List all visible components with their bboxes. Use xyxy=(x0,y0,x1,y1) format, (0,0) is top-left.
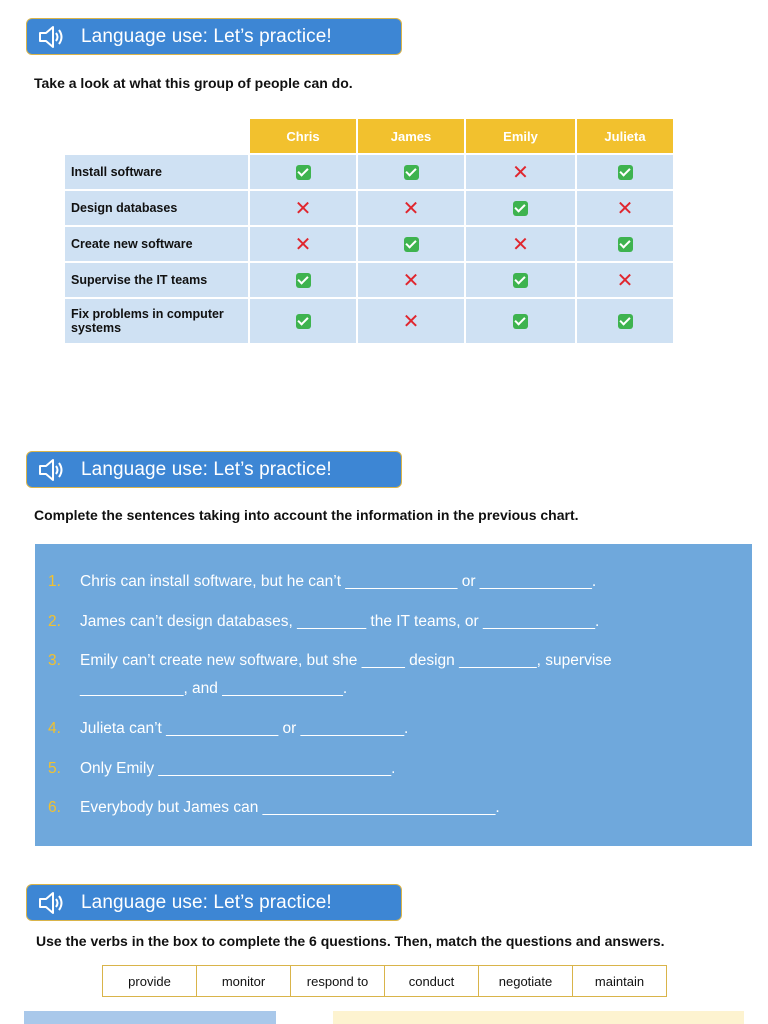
green-check-icon xyxy=(513,314,528,329)
red-x-icon: ✕ xyxy=(512,232,529,256)
table-row xyxy=(65,191,673,225)
ability-cell xyxy=(577,299,673,343)
ability-cell xyxy=(358,299,464,343)
item-text: Only Emily ___________________________. xyxy=(80,760,396,777)
red-x-icon: ✕ xyxy=(402,309,420,333)
green-check-icon xyxy=(404,237,419,252)
red-x-icon: ✕ xyxy=(616,196,634,220)
red-x-icon: ✕ xyxy=(402,196,420,220)
ability-cell xyxy=(466,263,575,297)
task-cell: Fix problems in computer systems xyxy=(65,299,248,343)
green-check-icon xyxy=(296,165,311,180)
column-header: Emily xyxy=(466,119,575,153)
verb-cell: monitor xyxy=(197,966,291,996)
verb-cell: respond to xyxy=(291,966,385,996)
speaker-icon[interactable] xyxy=(37,23,67,51)
speaker-icon[interactable] xyxy=(37,456,67,484)
banner-title: Language use: Let’s practice! xyxy=(81,458,332,480)
verb-cell: conduct xyxy=(385,966,479,996)
table-row xyxy=(65,155,673,189)
table-row xyxy=(65,299,673,343)
abilities-table xyxy=(63,117,675,345)
section-banner xyxy=(26,451,402,488)
column-header: Chris xyxy=(250,119,356,153)
table-row xyxy=(65,263,673,297)
ability-cell xyxy=(577,155,673,189)
green-check-icon xyxy=(296,273,311,288)
task-cell: Install software xyxy=(65,155,248,189)
item-text: Julieta can’t _____________ or ____________. xyxy=(80,720,409,737)
section-banner xyxy=(26,884,402,921)
red-x-icon: ✕ xyxy=(512,160,529,184)
green-check-icon xyxy=(404,165,419,180)
task-cell: Design databases xyxy=(65,191,248,225)
task-cell: Create new software xyxy=(65,227,248,261)
ability-cell xyxy=(577,191,673,225)
item-text: James can’t design databases, ________ the IT teams, or _____________. xyxy=(80,613,600,630)
column-header: Julieta xyxy=(577,119,673,153)
green-check-icon xyxy=(296,314,311,329)
task-cell: Supervise the IT teams xyxy=(65,263,248,297)
red-x-icon: ✕ xyxy=(402,268,420,292)
green-check-icon xyxy=(618,165,633,180)
table-row xyxy=(65,227,673,261)
verb-cell: provide xyxy=(103,966,197,996)
answers-panel-edge xyxy=(333,1011,744,1024)
ability-cell xyxy=(466,191,575,225)
column-header: James xyxy=(358,119,464,153)
verb-box xyxy=(102,965,667,997)
banner-title: Language use: Let’s practice! xyxy=(81,25,332,47)
item-number: 2. xyxy=(48,613,61,630)
ability-cell xyxy=(466,155,575,189)
item-number: 5. xyxy=(48,760,61,777)
ability-cell xyxy=(358,191,464,225)
speaker-icon[interactable] xyxy=(37,889,67,917)
exercise-box xyxy=(35,544,752,846)
ability-cell xyxy=(250,263,356,297)
ability-cell xyxy=(358,263,464,297)
ability-cell xyxy=(358,227,464,261)
ability-cell xyxy=(577,227,673,261)
table-corner xyxy=(65,119,248,153)
red-x-icon: ✕ xyxy=(294,232,312,256)
item-number: 1. xyxy=(48,573,61,590)
section-banner xyxy=(26,18,402,55)
ability-cell xyxy=(250,191,356,225)
ability-cell xyxy=(250,155,356,189)
red-x-icon: ✕ xyxy=(616,268,634,292)
instruction-text: Take a look at what this group of people can do. xyxy=(34,75,353,91)
item-number: 6. xyxy=(48,799,61,816)
ability-cell xyxy=(466,299,575,343)
red-x-icon: ✕ xyxy=(294,196,312,220)
item-text: Everybody but James can ___________________________. xyxy=(80,799,500,816)
ability-cell xyxy=(358,155,464,189)
ability-cell xyxy=(466,227,575,261)
questions-panel-edge xyxy=(24,1011,276,1024)
green-check-icon xyxy=(513,273,528,288)
item-text: Emily can’t create new software, but she _____ design _________, supervise ____________, and ______________. xyxy=(80,652,612,697)
item-text: Chris can install software, but he can’t _____________ or _____________. xyxy=(80,573,597,590)
green-check-icon xyxy=(618,314,633,329)
ability-cell xyxy=(250,299,356,343)
ability-cell xyxy=(577,263,673,297)
instruction-text: Use the verbs in the box to complete the 6 questions. Then, match the questions and answers. xyxy=(36,933,665,949)
green-check-icon xyxy=(513,201,528,216)
item-number: 4. xyxy=(48,720,61,737)
ability-cell xyxy=(250,227,356,261)
green-check-icon xyxy=(618,237,633,252)
banner-title: Language use: Let’s practice! xyxy=(81,891,332,913)
item-number: 3. xyxy=(48,652,61,669)
instruction-text: Complete the sentences taking into account the information in the previous chart. xyxy=(34,507,579,523)
verb-cell: negotiate xyxy=(479,966,573,996)
verb-cell: maintain xyxy=(594,973,645,989)
